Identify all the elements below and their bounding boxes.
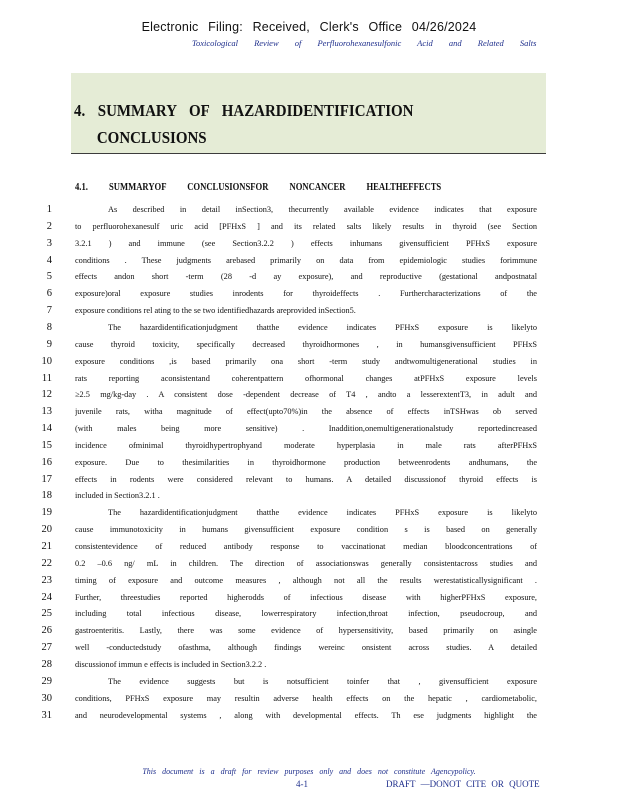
line-number: 28 [41, 658, 52, 670]
line-number: 17 [41, 473, 52, 485]
line-text: The evidence suggests but is notsufficient toinfer that , givensufficient exposure [108, 676, 537, 686]
line-text: and neurodevelopmental systems , along with developmental effects. Th ese judgments highlight the [75, 710, 537, 720]
text-line [0, 523, 618, 539]
line-text: 3.2.1 ) and immune (see Section3.2.2 ) effects inhumans givensufficient PFHxS exposure [75, 238, 537, 248]
text-line [0, 489, 618, 505]
line-text: gastroenteritis. Lastly, there was some evidence of hypersensitivity, based primarily on asingle [75, 626, 537, 636]
text-line [0, 591, 618, 607]
section-heading-box [71, 73, 546, 154]
line-text: The hazardidentificationjudgment thatthe evidence indicates PFHxS exposure is likelyto [108, 508, 537, 518]
line-number: 10 [41, 355, 52, 367]
line-text: juvenile rats, witha magnitude of effect(upto70%)in the absence of effects inTSHwas ob served [75, 407, 537, 417]
line-number: 24 [41, 591, 52, 603]
text-line [0, 405, 618, 421]
text-line [0, 203, 618, 219]
line-number: 6 [46, 288, 52, 300]
text-line [0, 675, 618, 691]
draft-notice: DRAFT —DONOT CITE OR QUOTE [386, 779, 540, 789]
text-line [0, 641, 618, 657]
line-number: 4 [46, 254, 52, 266]
line-number: 30 [41, 692, 52, 704]
line-text: included in Section3.2.1 . [75, 491, 160, 501]
text-line [0, 709, 618, 725]
text-line [0, 220, 618, 236]
line-text: including total infectious disease, lowerrespiratory infection,throat infection, pseudocroup, and [75, 609, 537, 619]
text-line [0, 473, 618, 489]
text-line [0, 456, 618, 472]
text-line [0, 540, 618, 556]
line-number: 7 [46, 305, 52, 317]
draft-disclaimer: This document is a draft for review purposes only and does not constitute Agencypolicy. [142, 767, 476, 776]
text-line [0, 658, 618, 674]
text-line [0, 692, 618, 708]
line-number: 31 [41, 709, 52, 721]
line-text: cause thyroid toxicity, specifically decreased thyroidhormones , in humansgivensufficient PFHxS [75, 339, 537, 349]
line-text: timing of exposure and outcome measures , although not all the results werestatisticallysignificant . [75, 575, 537, 585]
section-title-line-1: 4. SUMMARY OF HAZARDIDENTIFICATION [74, 101, 414, 120]
line-number: 11 [41, 372, 52, 384]
line-text: rats reporting aconsistentand coherentpattern ofhormonal changes atPFHxS exposure levels [75, 373, 537, 383]
line-text: ≥2.5 mg/kg-day . A consistent dose -dependent decrease of T4 , andto a lesserextentT3, in adult and [75, 390, 537, 400]
text-line [0, 355, 618, 371]
line-text: discussionof immun e effects is included in Section3.2.2 . [75, 659, 267, 669]
line-number: 2 [46, 220, 52, 232]
text-line [0, 439, 618, 455]
line-text: exposure conditions ,is based primarily ona short -term study andtwomultigenerational studies in [75, 356, 537, 366]
line-text: consistentevidence of reduced antibody response to vaccinationat median bloodconcentrations of [75, 542, 537, 551]
line-number: 5 [46, 271, 52, 283]
line-text: to perfluorohexanesulf uric acid [PFHxS ] and its related salts likely results in thyroid (see Section [75, 221, 537, 231]
line-number: 18 [41, 490, 52, 502]
line-number: 21 [41, 541, 52, 552]
text-line [0, 254, 618, 270]
line-number: 25 [41, 608, 52, 620]
text-line [0, 321, 618, 337]
line-text: Further, threestudies reported higherodds of infectious disease with higherPFHxS exposure, [75, 592, 537, 602]
line-text: exposure)oral exposure studies inrodents for thyroideffects . Furthercharacterizations of the [75, 289, 537, 299]
text-line [0, 237, 618, 253]
line-text: well -conductedstudy ofasthma, although findings wereinc onsistent across studies. A detailed [75, 643, 537, 653]
text-line [0, 270, 618, 286]
text-line [0, 624, 618, 640]
line-text: effects in rodents were considered relevant to humans. A detailed discussionof thyroid effects is [75, 474, 537, 484]
line-number: 12 [41, 389, 52, 401]
line-text: effects andon short -term (28 -d ay exposure), and reproductive (gestational andpostnatal [75, 272, 537, 282]
line-number: 1 [46, 204, 52, 215]
line-text: The hazardidentificationjudgment thatthe evidence indicates PFHxS exposure is likelyto [108, 322, 537, 332]
line-number: 15 [41, 439, 52, 451]
running-header: Toxicological Review of Perfluorohexanesulfonic Acid and Related Salts [192, 38, 537, 48]
line-number: 8 [46, 321, 52, 333]
text-line [0, 338, 618, 354]
filing-stamp: Electronic Filing: Received, Clerk's Office 04/26/2024 [141, 20, 477, 34]
text-line [0, 287, 618, 303]
text-line [0, 574, 618, 590]
line-text: 0.2 –0.6 ng/ mL in children. The direction of associationswas generally consistentacross studies and [75, 558, 537, 568]
line-text: (with males being more sensitive) . Inaddition,onemultigenerationalstudy reportedincreased [75, 424, 537, 434]
line-number: 14 [41, 423, 52, 435]
text-line [0, 304, 618, 320]
line-number: 13 [41, 406, 52, 418]
line-number: 22 [41, 557, 52, 569]
line-text: conditions . These judgments arebased primarily on data from epidemiologic studies forimmune [75, 255, 537, 265]
line-number: 23 [41, 574, 52, 586]
line-number: 16 [41, 456, 52, 468]
text-line [0, 607, 618, 623]
section-title [74, 97, 479, 151]
page-number: 4-1 [296, 779, 308, 789]
line-number: 20 [41, 524, 52, 536]
text-line [0, 557, 618, 573]
text-line [0, 422, 618, 438]
line-text: conditions, PFHxS exposure may resultin adverse health effects on the hepatic , cardiometabolic, [75, 693, 537, 703]
section-title-line-2: CONCLUSIONS [96, 128, 207, 147]
line-text: incidence ofminimal thyroidhypertrophyand moderate hyperplasia in male rats afterPFHxS [75, 440, 537, 450]
line-number: 19 [41, 507, 52, 519]
line-text: cause immunotoxicity in humans givensufficient exposure condition s is based on generally [75, 525, 537, 535]
text-line [0, 506, 618, 522]
text-line [0, 388, 618, 404]
line-number: 3 [46, 237, 52, 249]
line-number: 26 [41, 625, 52, 637]
subsection-heading: 4.1. SUMMARYOF CONCLUSIONSFOR NONCANCER HEALTHEFFECTS [75, 182, 442, 193]
line-text: As described in detail inSection3, thecurrently available evidence indicates that exposure [108, 205, 537, 214]
line-text: exposure. Due to thesimilarities in thyroidhormone production betweenrodents andhumans, the [75, 457, 537, 467]
line-number: 27 [41, 642, 52, 654]
line-text: exposure conditions rel ating to the se two identifiedhazards areprovided inSection5. [75, 306, 356, 316]
text-line [0, 372, 618, 388]
line-number: 9 [46, 338, 52, 350]
line-number: 29 [41, 675, 52, 687]
